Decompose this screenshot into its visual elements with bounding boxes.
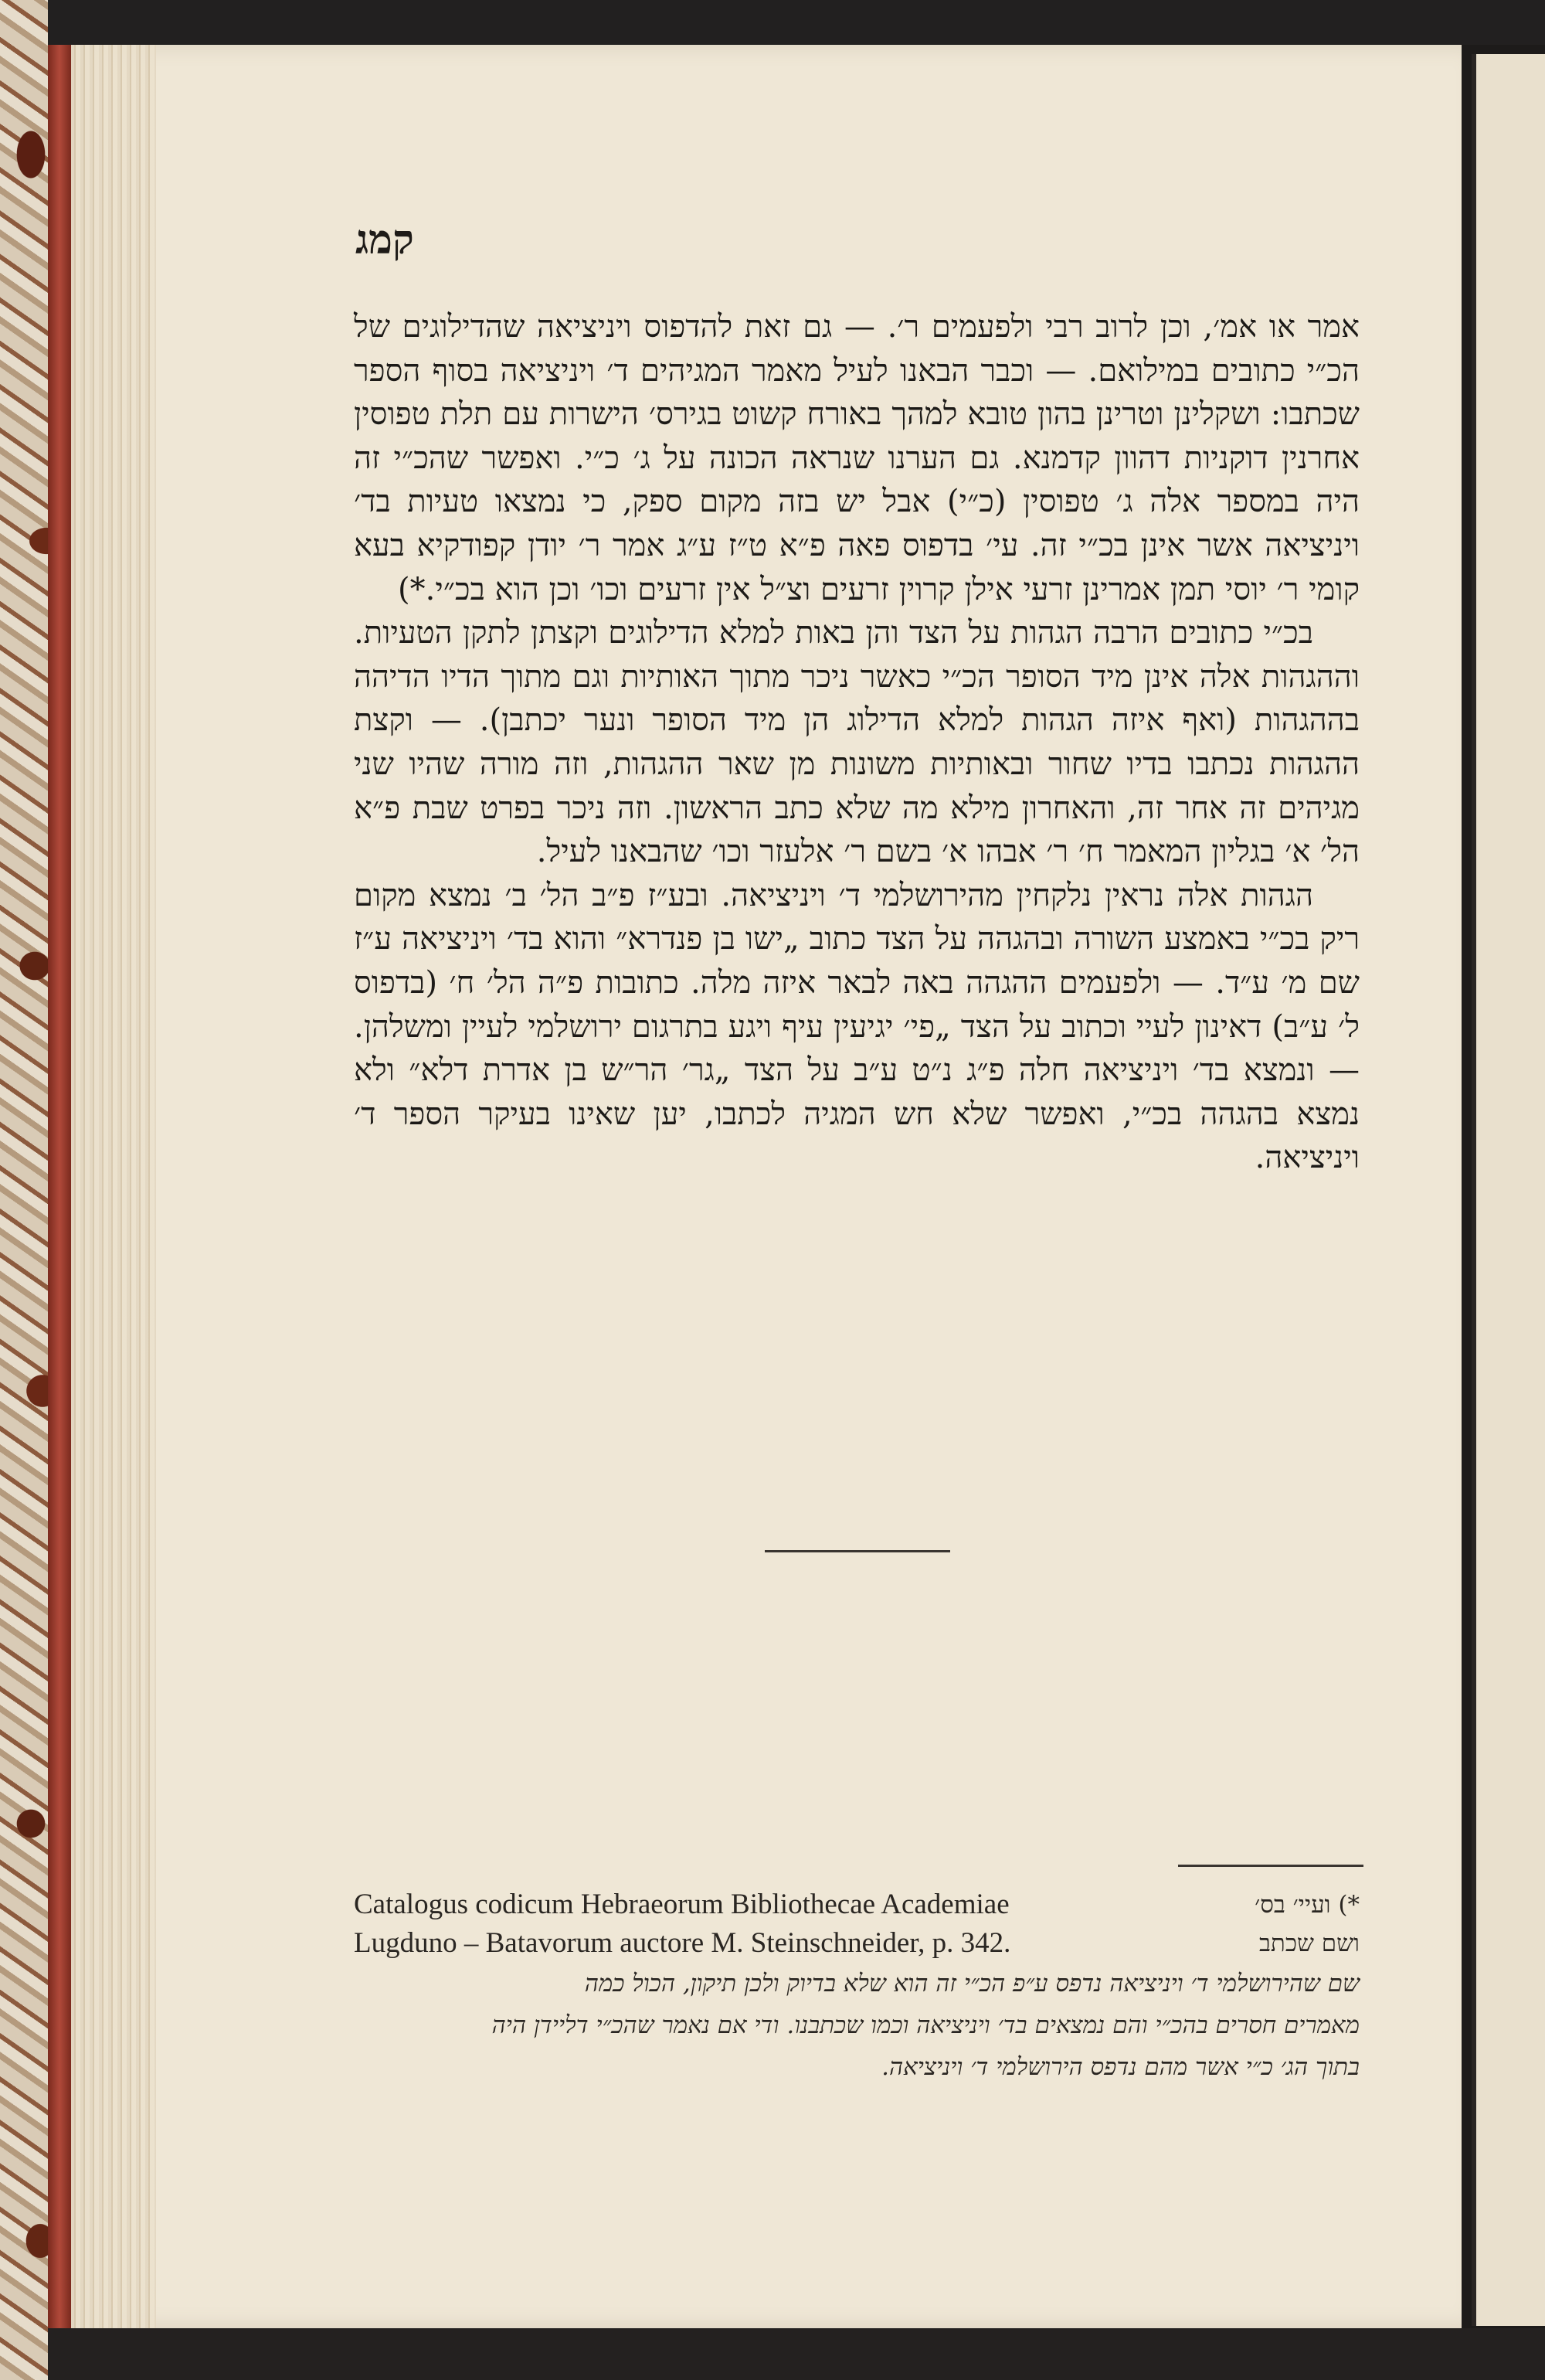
footnote — [354, 1885, 1360, 2088]
footnote-line-3: שם שהירושלמי ד׳ ויניציאה נדפס ע״פ הכ״י זה הוא שלא בדיוק ולכן תיקון, הכול כמה — [584, 1970, 1360, 1998]
footnote-line-5: בתוך הג׳ כ״י אשר מהם נדפס הירושלמי ד׳ ויניציאה. — [881, 2053, 1360, 2081]
paragraph-2: בכ״י כתובים הרבה הגהות על הצד והן באות למלא הדילוגים וקצתן לתקן הטעיות. וההגהות אלה אינן מיד הסופר הכ״י כאשר ניכר מתוך האותיות וגם מתוך הדיו הדיהה בההגהות (ואף איזה הגהות למלא הדילוג הן מיד הסופר ונער יכתבן). — וקצת ההגהות נכתבו בדיו שחור ובאותיות משונות מן שאר ההגהות, וזה מורה שהיו שני מגיהים זה אחר זה, והאחרון מילא מה שלא כתב הראשון. וזה ניכר בפרט שבת פ״א הל׳ א׳ בגליון המאמר ח׳ ר׳ אבהו א׳ בשם ר׳ אלעזר וכו׳ שהבאנו לעיל. — [354, 615, 1360, 870]
paragraph-1: אמר או אמ׳, וכן לרוב רבי ולפעמים ר׳. — גם זאת להדפוס ויניציאה שהדילוגים של הכ״י כתובים במילואם. — וכבר הבאנו לעיל מאמר המגיהים ד׳ ויניציאה בסוף הספר שכתבו: ושקלינן וטרינן בהון טובא למהך באורח קשוט בגירס׳ הישרות עם תלת טפוסין אחרנין דוקניות דהוון קדמנא. גם הערנו שנראה הכונה על ג׳ כ״י. ואפשר שהכ״י זה היה במספר אלה ג׳ טפוסין (כ״י) אבל יש בזה מקום ספק, כי נמצאו טעיות בד׳ ויניציאה אשר אינן בכ״י זה. עי׳ בדפוס פאה פ״א ט״ז ע״ג אמר ר׳ יודן קפודקיא בעא קומי ר׳ יוסי תמן אמרינן זרעי אילן קרוין זרעים וצ״ל אין זרעים וכו׳ וכן הוא בכ״י.*) — [354, 309, 1360, 607]
page-stack-edges — [71, 45, 156, 2328]
bottom-shadow-band — [48, 2328, 1545, 2380]
footnote-line-2 — [354, 1924, 1360, 1963]
footnote-latin-2: Lugduno – Batavorum auctore M. Steinschneider, p. 342. — [354, 1927, 1011, 1959]
page-number: קמג — [355, 216, 414, 264]
footnote-hebrew-1: *) ועיי׳ בס׳ — [1255, 1891, 1360, 1919]
top-shadow-band — [48, 0, 1545, 45]
footnote-line-4: מאמרים חסרים בהכ״י והם נמצאים בד׳ ויניציאה וכמו שכתבנו. ודי אם נאמר שהכ״י דליידן היה — [491, 2011, 1360, 2039]
footnote-latin-1: Catalogus codicum Hebraeorum Bibliothecae Academiae — [354, 1889, 1010, 1920]
cloth-spine-edge — [48, 45, 71, 2348]
footnote-rule — [1178, 1865, 1363, 1867]
paragraph-3: הגהות אלה נראין נלקחין מהירושלמי ד׳ ויניציאה. ובע״ז פ״ב הל׳ ב׳ נמצא מקום ריק בכ״י באמצע השורה ובהגהה על הצד כתוב „ישו בן פנדרא״ והוא בד׳ ויניציאה ע״ז שם מ׳ ע״ד. — ולפעמים ההגהה באה לבאר איזה מלה. כתובות פ״ה הל׳ ח׳ (בדפוס ל׳ ע״ב) דאינון לעיי וכתוב על הצד „פי׳ יגיעין עיף ויגע בתרגום ירושלמי לעיין ומשלהן. — ונמצא בד׳ ויניציאה חלה פ״ג נ״ט ע״ב על הצד „גר׳ הר״ש בן אדרת דלא״ ולא נמצא בהגהה בכ״י, ואפשר שלא חש המגיה לכתבו, יען שאינו בעיקר הספר ד׳ ויניציאה. — [354, 877, 1360, 1176]
body-text — [354, 305, 1360, 1180]
footnote-hebrew-2: ושם שכתב — [1258, 1930, 1360, 1957]
next-page-edge — [1472, 54, 1545, 2326]
section-separator — [765, 1550, 950, 1552]
footnote-line-1 — [354, 1885, 1360, 1924]
